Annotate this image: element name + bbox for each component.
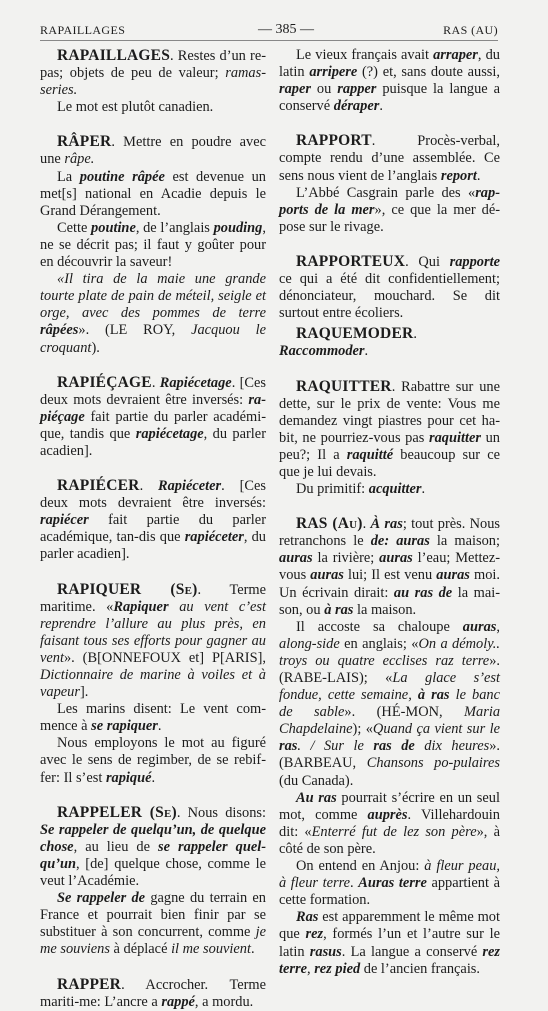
text-run: . Qui [405,253,450,270]
headword: RAS (Au) [296,515,363,533]
text-run: report [440,167,477,184]
text-run: poutine râpée [79,168,165,185]
text-run: gagne du terrain en France et pourrait bien finir par se substituer à son concurrent, comme [40,890,266,941]
text-run: Il accoste sa chaloupe [296,618,463,635]
text-run: rapiécer [40,512,89,529]
text-run: Nous employons le mot au figuré avec le sens de regimber, de se rebif-fer: Il s’est [40,735,266,786]
text-run: rapiéceter [184,529,244,546]
text-run: lui; Il est venu [343,567,437,584]
entry-quotation [40,271,266,356]
entry-paragraph [40,890,266,958]
headword: RAPPELER (Se) [57,803,177,821]
entry-paragraph [40,169,266,220]
text-run: , formés l’un et l’autre sur le latin [279,926,500,960]
text-run: », ce que la mer dé-pose sur le rivage. [279,201,501,235]
text-run: auras [379,550,413,567]
text-run: . [379,98,383,115]
text-run: moi. Un écrivain dirait: [279,567,500,601]
text-run: , ne se décrit pas; il faut y goûter pour en découvrir la saveur! [40,219,266,271]
text-run: la maison; [429,533,500,550]
headword: RAPIÉCER [57,477,140,495]
text-run: rapiqué [105,769,152,786]
text-run: Maria Chapdelaine [279,704,501,738]
text-run: de: auras [370,533,430,550]
text-run: ; tout près. Nous retranchons le [279,516,501,550]
text-run: ». (HÉ-MON, [344,704,465,721]
entry-rapiquer [40,581,266,702]
text-run: ras de [373,738,415,755]
text-run: rapiécetage [135,425,204,442]
text-run: pouding [213,219,263,236]
text-run: (?) et, sans doute aussi, [357,64,500,81]
entry-rapporteux [279,253,500,322]
text-run: Quand ça vient sur le [372,721,500,738]
text-run: La [57,168,80,185]
text-run: . [413,326,417,343]
entry-rapper-continued [279,47,500,115]
text-run: Se rappeler de quelqu’un, de quelque chose [40,821,266,855]
text-run: rez [305,926,324,943]
text-run: ); « [352,721,373,738]
headword: RAPIQUER (Se) [57,580,198,598]
headword: RAPAILLAGES [57,47,171,64]
text-run: . [157,718,162,735]
text-run: au ras de [393,584,453,601]
entry-rapport [279,132,500,184]
headword: RAQUITTER [296,377,392,395]
text-run: de l’ancien français. [360,960,481,977]
text-run: à déplacé [109,941,172,958]
entry-rappeler [40,804,266,890]
text-run: fait partie du parler académi-que, tandis que [40,408,266,442]
running-header [40,20,498,40]
text-run: Enterré fut de lez son père [311,823,477,840]
text-run: along-side [279,635,340,652]
text-run: On a démoly.. troys ou quatre ecclises raz terre [279,635,500,669]
text-run: Raccommoder [279,343,365,360]
left-column [40,47,266,1011]
text-run: se rappeler quel-qu’un [40,838,267,872]
text-run: au vent c’est reprendre l’allure au plus près, en faisant tous ses efforts pour gagner au vent [40,598,266,666]
text-run: rapper [337,81,377,98]
text-run: . Accrocher. Terme mariti-me: L’ancre a [40,976,266,1010]
text-run: . [476,167,481,184]
text-run: , au lieu de [73,838,159,855]
text-run: raper [279,81,311,98]
text-run: ». (B[ONNEFOUX et] P[ARIS], [63,649,266,666]
text-run: La glace s’est fondue, cette semaine, [279,670,500,704]
text-run: . Rabattre sur une dette, sur le prix de vente: Vous me demandez vingt piastres pour cet ha-bit, ne pourriez-vous pas [279,378,500,446]
text-run: ». (BARBEAU, [279,738,500,772]
text-run: à ras [417,687,450,704]
entry-raquemoder [279,325,500,360]
entry-paragraph [279,481,500,498]
text-run: râpe. [64,151,95,168]
text-run: il me souvient [171,941,251,958]
entry-paragraph: Le mot est plutôt canadien. [57,99,214,116]
text-run: à fleur peau, à fleur terre [279,858,500,892]
text-run: . / Sur le [297,738,374,755]
text-run: . [350,875,359,892]
text-run: le banc de sable [279,687,500,721]
text-run: arraper [433,47,478,63]
text-run: ramas-series. [40,65,266,99]
text-run: Rapiquer [113,598,169,615]
entry-paragraph [40,735,266,786]
entry-rapaillages [40,47,266,99]
text-run: Jacquou le croquant [40,322,266,356]
text-run: auras [436,567,470,584]
text-run: l’eau; Mettez-vous [279,550,501,584]
headword: RAPPORTEUX [296,252,406,270]
text-run: raquitté [346,446,394,463]
text-run: Les marins disent: Le vent com-mence à [40,701,266,735]
entry-paragraph [279,619,500,790]
text-run: râpées [40,322,79,339]
headword: RAPPER [57,975,122,993]
text-run: . La langue a conservé [341,943,483,960]
text-run: à ras [324,601,354,618]
text-run: ]. [79,684,89,701]
text-run: la mai-son, ou [279,584,501,618]
text-run: Rapiéceter [158,478,222,495]
text-run: , [de] quelque chose, comme le veut l’Académie. [40,855,266,890]
entry-raquitter [279,378,500,482]
text-run: L’Abbé Casgrain parle des « [296,184,476,201]
text-run: «Il tira de la maie une grande tourte plate de pain de méteil, seigle et orge, avec des pommes de terre [40,271,266,322]
entry-paragraph [279,185,500,236]
text-run: arripere [309,64,358,81]
text-run: beaucoup sur ce que je lui devais. [279,446,501,480]
text-run: . Restes d’un re-pas; objets de peu de valeur; [40,48,266,82]
entry-ras [279,515,500,619]
text-run: Dictionnaire de marine à voiles et à vapeur [40,667,266,701]
text-run: . Nous disons: [176,804,266,821]
text-run: auras [310,567,344,584]
text-run: raquitter [428,429,481,446]
text-run: , du parler acadien]. [40,529,266,563]
text-run: la maison. [353,601,417,618]
headword: RAPIÉÇAGE [57,373,152,391]
headword: RAPPORT [296,132,372,150]
text-run: On entend en Anjou: [296,858,425,875]
text-run: est devenue un met[s] national en Acadie depuis le Grand Dérangement. [40,168,266,219]
text-run: ). [91,339,100,356]
text-run: puisque la langue a conservé [279,81,500,115]
text-run: , du latin [279,47,500,81]
text-run: auras [279,550,313,567]
text-run: . [151,374,160,391]
text-run: rasus [309,943,342,960]
text-run: déraper [333,98,380,115]
entry-paragraph [279,909,500,977]
text-run: . [139,478,159,495]
text-run: rappé [161,993,195,1010]
text-run: Auras terre [358,875,427,892]
text-run: ce qui a été dit confidentiellement; dénonciateur, mouchard. Se dit surtout entre écoliers. [279,271,500,322]
text-run: poutine [91,219,136,236]
text-run: ras [279,738,298,755]
headword: RAQUEMODER [296,325,414,343]
text-run: rez pied [314,960,361,977]
text-run: auras [462,618,497,635]
header-right-guideword: RAS (AU) [443,23,498,37]
text-run: Ras [296,909,319,926]
text-run: Chansons po-pulaires [366,755,500,772]
text-run: Cette [57,219,92,236]
text-run: rez terre [279,943,500,977]
text-run: . Terme maritime. « [40,581,266,615]
entry-paragraph [40,220,266,271]
entry-raper [40,133,266,168]
text-run: . [Ces deux mots devraient être inversés: [40,374,266,408]
text-run: je me souviens [40,924,266,958]
entry-rapiecage [40,374,266,460]
text-run: en anglais; « [339,635,419,652]
text-run: Au ras [296,789,337,806]
text-run: , a mordu. [194,993,254,1010]
text-run: , de l’anglais [135,219,214,236]
text-run: . Mettre en poudre avec une [40,134,266,168]
text-run: appartient à cette formation. [279,875,501,909]
text-run: ra-piéçage [40,391,266,425]
header-left-guideword: RAPAILLAGES [40,23,126,37]
entry-rapiecer [40,477,266,563]
text-run: », à côté de son père. [279,823,501,857]
text-run: rapporte [449,253,500,270]
text-run: est apparemment le même mot que [279,909,500,943]
text-run: , du parler acadien]. [40,425,266,459]
text-run: dix heures [414,738,490,755]
text-run: . [421,481,426,498]
text-run: acquitter [368,481,422,498]
text-run: . [362,516,371,533]
headword: RÂPER [57,133,112,151]
text-run: se rapiquer [91,718,158,735]
page-number: — 385 — [258,22,314,37]
text-run: Du primitif: [296,481,369,498]
text-run: Rapiécetage [159,374,232,391]
text-run: (du Canada). [279,772,354,789]
text-run: ou [310,81,338,98]
text-run: . Villehardouin dit: « [279,806,501,840]
text-run: . [151,769,156,786]
right-column [279,47,500,978]
text-run: auprès [367,806,408,823]
text-run: . [251,941,255,958]
text-run: . [Ces deux mots devraient être inversés: [40,478,266,512]
text-run: un peu?; Il a [279,429,500,463]
header-rule [40,40,498,41]
text-run: ». (LE ROY, [78,322,192,339]
text-run: rap-ports de la mer [279,184,500,218]
entry-paragraph [279,790,500,858]
entry-paragraph [40,701,266,735]
text-run: la rivière; [312,550,380,567]
text-run: pourrait s’écrire en un seul mot, comme [279,789,500,823]
entry-rapper [40,976,266,1011]
text-run: Se rappeler de [57,890,146,907]
text-run: . Procès-verbal, compte rendu d’une assemblée. Ce sens nous vient de l’anglais [279,133,500,184]
text-run: , [496,618,500,635]
text-run: ». (RABE-LAIS); « [279,652,500,686]
text-run: . [364,343,369,360]
text-run: Le vieux français avait [296,47,434,63]
entry-paragraph [279,858,500,909]
text-run: fait partie du parler académique, tan-dis que [40,512,266,546]
text-run: , [306,960,315,977]
text-run: À ras [370,516,403,533]
